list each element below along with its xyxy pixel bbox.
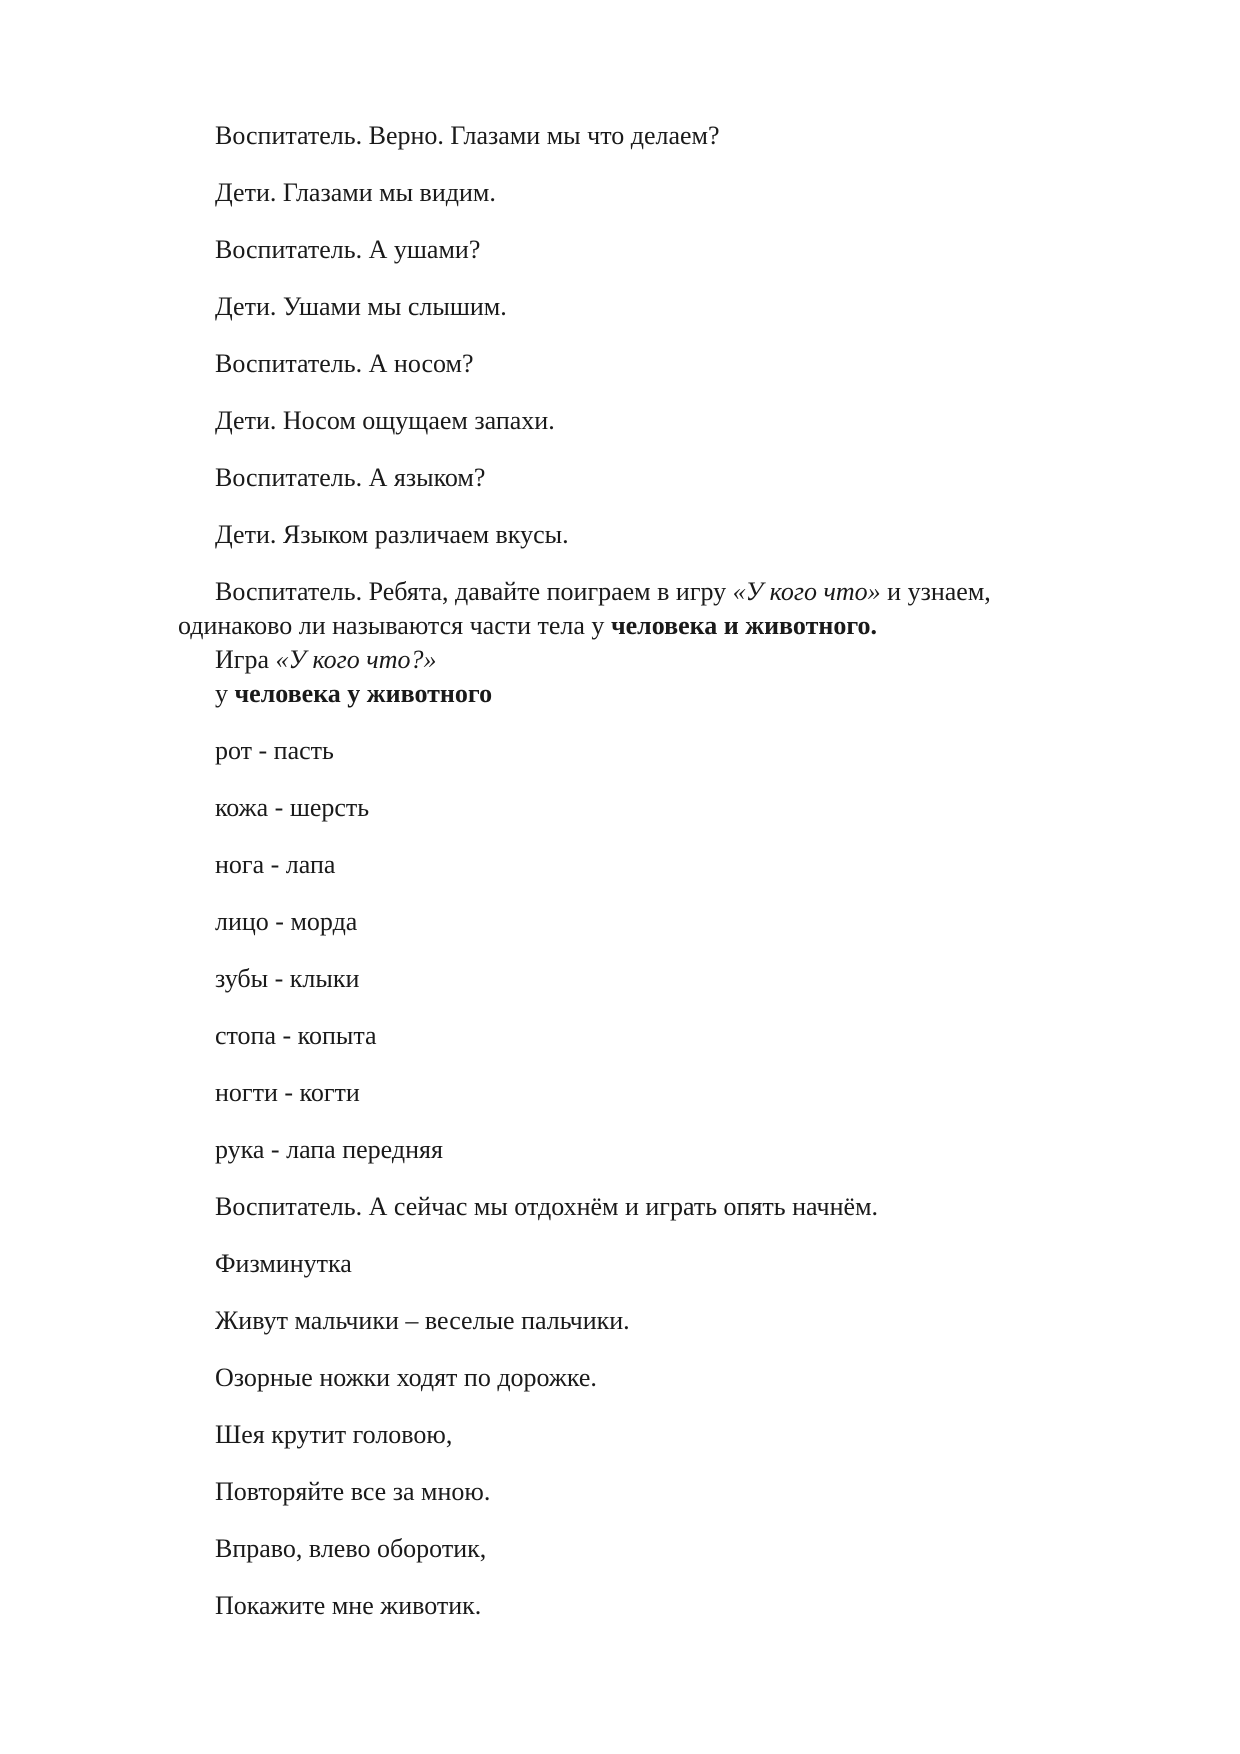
dialogue-line: Дети. Языком различаем вкусы. (215, 520, 569, 549)
closing-line: Воспитатель. А сейчас мы отдохнём и играть опять начнём. (215, 1192, 879, 1221)
closing-line: Повторяйте все за мною. (215, 1477, 491, 1506)
dialogue-line: Дети. Носом ощущаем запахи. (215, 406, 555, 435)
dialogue-line: Воспитатель. А носом? (215, 349, 474, 378)
game-intro-line (215, 575, 991, 609)
closing-line: Шея крутит головою, (215, 1420, 453, 1449)
game-title-name: «У кого что?» (275, 645, 437, 674)
game-intro-text: Воспитатель. Ребята, давайте поиграем в игру (215, 577, 733, 606)
closing-line: Покажите мне животик. (215, 1591, 482, 1620)
game-header (215, 677, 492, 711)
pair-line: стопа - копыта (215, 1021, 377, 1050)
game-header-prefix: у (215, 679, 235, 708)
game-intro-text: одинаково ли называются части тела у (178, 611, 611, 640)
pair-line: кожа - шерсть (215, 793, 370, 822)
closing-line: Вправо, влево оборотик, (215, 1534, 487, 1563)
pair-line: рот - пасть (215, 736, 334, 765)
dialogue-line: Воспитатель. Верно. Глазами мы что делаем? (215, 121, 720, 150)
pair-line: лицо - морда (215, 907, 358, 936)
game-intro-text: и узнаем, (880, 577, 991, 606)
pair-line: нога - лапа (215, 850, 336, 879)
dialogue-line: Дети. Глазами мы видим. (215, 178, 496, 207)
game-intro-line-2 (178, 609, 877, 643)
game-header-bold: человека у животного (234, 679, 493, 708)
pair-line: зубы - клыки (215, 964, 360, 993)
game-title (215, 643, 436, 677)
pair-line: ногти - когти (215, 1078, 360, 1107)
dialogue-line: Дети. Ушами мы слышим. (215, 292, 507, 321)
game-title-prefix: Игра (215, 645, 276, 674)
game-name: «У кого что» (732, 577, 881, 606)
dialogue-line: Воспитатель. А языком? (215, 463, 486, 492)
dialogue-line: Воспитатель. А ушами? (215, 235, 481, 264)
closing-line: Живут мальчики – веселые пальчики. (215, 1306, 630, 1335)
closing-line: Физминутка (215, 1249, 352, 1278)
closing-line: Озорные ножки ходят по дорожке. (215, 1363, 597, 1392)
game-intro-bold: человека и животного. (610, 611, 877, 640)
pair-line: рука - лапа передняя (215, 1135, 443, 1164)
